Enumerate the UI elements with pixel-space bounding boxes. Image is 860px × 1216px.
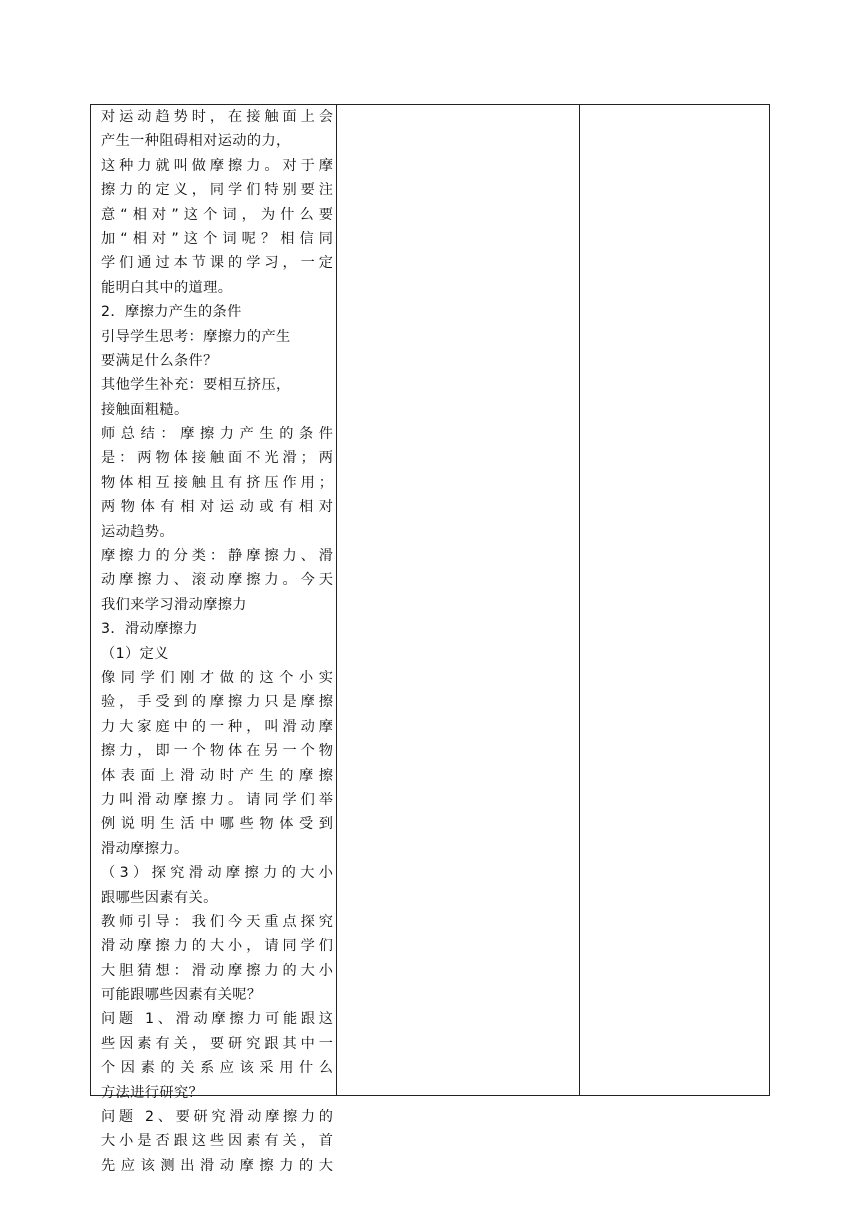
text-line: 问题 1、滑动摩擦力可能跟这 xyxy=(101,1011,333,1028)
text-line: 个因素的关系应该采用什么 xyxy=(101,1060,333,1077)
text-line: 擦力，即一个物体在另一个物 xyxy=(101,743,333,760)
text-line: 跟哪些因素有关。 xyxy=(101,889,218,906)
text-line: 这种力就叫做摩擦力。对于摩 xyxy=(101,157,333,174)
text-line: 大胆猜想：滑动摩擦力的大小 xyxy=(101,962,333,979)
text-line: （1）定义 xyxy=(101,645,169,662)
text-line: 些因素有关，要研究跟其中一 xyxy=(101,1035,333,1052)
text-line: 方法进行研究？ xyxy=(101,1084,204,1101)
text-line: 例说明生活中哪些物体受到 xyxy=(101,816,333,833)
text-line: 运动趋势。 xyxy=(101,523,174,540)
text-line: 物体相互接触且有挤压作用； xyxy=(101,474,333,491)
text-line: 问题 2、要研究滑动摩擦力的 xyxy=(101,1109,333,1126)
column-divider xyxy=(579,105,580,1095)
text-line: 要满足什么条件？ xyxy=(101,352,218,369)
text-line: 两物体有相对运动或有相对 xyxy=(101,499,333,516)
text-line: 是：两物体接触面不光滑；两 xyxy=(101,450,333,467)
text-line: 可能跟哪些因素有关呢？ xyxy=(101,987,262,1004)
text-line: 体表面上滑动时产生的摩擦 xyxy=(101,767,333,784)
text-line: 我们来学习滑动摩擦力 xyxy=(101,596,247,613)
text-line: 力大家庭中的一种，叫滑动摩 xyxy=(101,718,333,735)
text-line: 先应该测出滑动摩擦力的大 xyxy=(101,1157,333,1174)
text-line: （3）探究滑动摩擦力的大小 xyxy=(101,865,333,882)
text-line: 师总结：摩擦力产生的条件 xyxy=(101,426,333,443)
text-line: 引导学生思考：摩擦力的产生 xyxy=(101,328,291,345)
lesson-text-cell xyxy=(101,105,333,1178)
text-line: 擦力的定义，同学们特别要注 xyxy=(101,182,333,199)
text-line: 能明白其中的道理。 xyxy=(101,279,233,296)
text-line: 像同学们刚才做的这个小实 xyxy=(101,669,333,686)
text-line: 产生一种阻碍相对运动的力， xyxy=(101,133,291,150)
text-line: 对运动趋势时，在接触面上会 xyxy=(101,109,333,125)
text-line: 力叫滑动摩擦力。请同学们举 xyxy=(101,791,333,808)
text-line: 3．滑动摩擦力 xyxy=(101,621,198,638)
text-line: 动摩擦力、滚动摩擦力。今天 xyxy=(101,572,333,589)
lesson-table xyxy=(90,104,770,1174)
text-line: 教师引导：我们今天重点探究 xyxy=(101,913,333,930)
text-line: 大小是否跟这些因素有关，首 xyxy=(101,1133,333,1150)
text-line: 2．摩擦力产生的条件 xyxy=(101,304,242,321)
text-line: 加“相对”这个词呢？相信同 xyxy=(101,230,333,247)
text-line: 学们通过本节课的学习，一定 xyxy=(101,255,333,272)
text-line: 滑动摩擦力。 xyxy=(101,840,189,857)
text-line: 滑动摩擦力的大小，请同学们 xyxy=(101,938,333,955)
text-line: 验，手受到的摩擦力只是摩擦 xyxy=(101,694,333,711)
text-line: 意“相对”这个词，为什么要 xyxy=(101,206,333,223)
text-line: 其他学生补充：要相互挤压， xyxy=(101,377,291,394)
text-line: 摩擦力的分类：静摩擦力、滑 xyxy=(101,548,333,565)
text-line: 接触面粗糙。 xyxy=(101,401,189,418)
column-divider xyxy=(336,105,337,1095)
